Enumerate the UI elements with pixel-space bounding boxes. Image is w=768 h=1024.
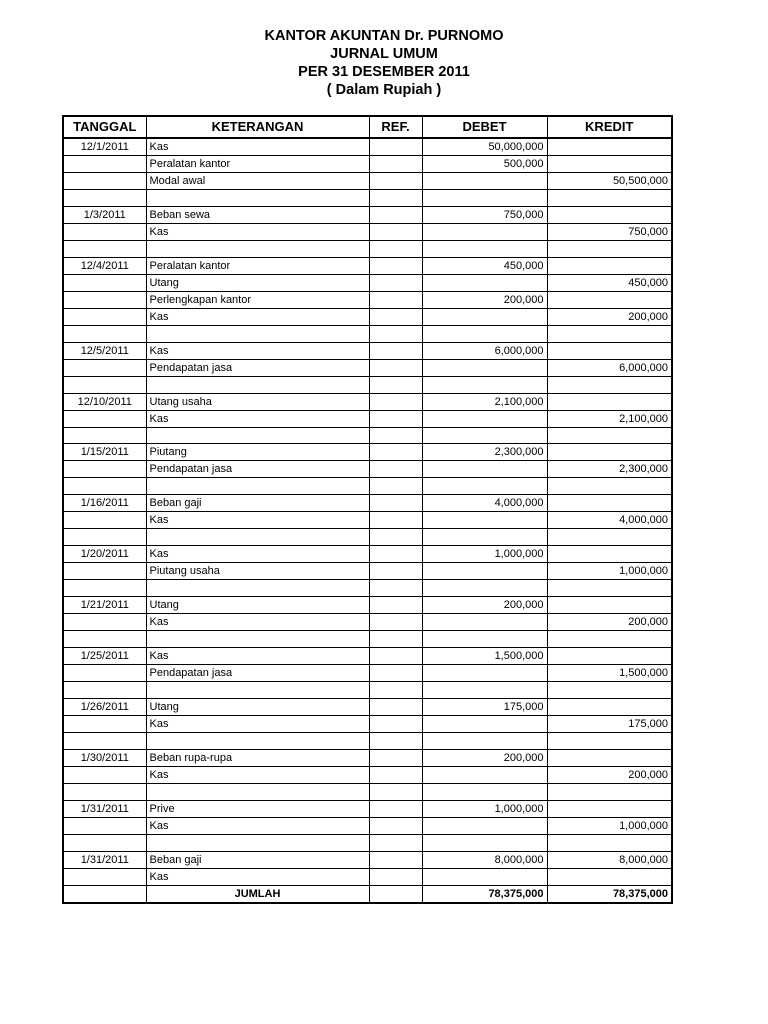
- column-header-keterangan: KETERANGAN: [146, 116, 369, 138]
- entry-credit: [547, 393, 672, 410]
- table-row: [63, 665, 672, 682]
- entry-credit: [547, 240, 672, 257]
- entry-date: [63, 817, 146, 834]
- entry-description: [146, 580, 369, 597]
- entry-description: Prive: [146, 800, 369, 817]
- entry-description: [146, 325, 369, 342]
- table-row: [63, 291, 672, 308]
- table-row: [63, 156, 672, 173]
- entry-date: [63, 682, 146, 699]
- entry-credit: 6,000,000: [547, 359, 672, 376]
- entry-debit: [422, 173, 547, 190]
- entry-debit: [422, 190, 547, 207]
- entry-credit: [547, 138, 672, 156]
- entry-description: Kas: [146, 308, 369, 325]
- entry-date: [63, 868, 146, 885]
- entry-debit: [422, 461, 547, 478]
- entry-ref: [369, 308, 422, 325]
- period-label: PER 31 DESEMBER 2011: [298, 64, 470, 80]
- entry-description: Kas: [146, 648, 369, 665]
- entry-date: [63, 665, 146, 682]
- entry-date: [63, 766, 146, 783]
- entry-credit: 450,000: [547, 274, 672, 291]
- entry-ref: [369, 597, 422, 614]
- entry-date: [63, 461, 146, 478]
- table-row: [63, 257, 672, 274]
- entry-credit: [547, 648, 672, 665]
- entry-credit: [547, 325, 672, 342]
- table-row: [63, 461, 672, 478]
- entry-date: 1/31/2011: [63, 851, 146, 868]
- entry-debit: 50,000,000: [422, 138, 547, 156]
- entry-description: [146, 682, 369, 699]
- entry-credit: 2,100,000: [547, 410, 672, 427]
- table-row: [63, 817, 672, 834]
- table-row: [63, 783, 672, 800]
- entry-ref: [369, 444, 422, 461]
- table-row: [63, 173, 672, 190]
- total-row: [63, 885, 672, 903]
- entry-ref: [369, 715, 422, 732]
- entry-date: 1/3/2011: [63, 206, 146, 223]
- entry-ref: [369, 698, 422, 715]
- entry-date: 1/16/2011: [63, 495, 146, 512]
- entry-ref: [369, 173, 422, 190]
- entry-ref: [369, 800, 422, 817]
- entry-credit: 750,000: [547, 223, 672, 240]
- entry-credit: 50,500,000: [547, 173, 672, 190]
- entry-ref: [369, 376, 422, 393]
- entry-description: Peralatan kantor: [146, 156, 369, 173]
- entry-credit: 1,000,000: [547, 817, 672, 834]
- table-row: [63, 715, 672, 732]
- entry-date: [63, 325, 146, 342]
- entry-debit: [422, 529, 547, 546]
- entry-ref: [369, 240, 422, 257]
- entry-ref: [369, 749, 422, 766]
- entry-description: Utang usaha: [146, 393, 369, 410]
- entry-credit: 1,000,000: [547, 563, 672, 580]
- entry-date: 1/30/2011: [63, 749, 146, 766]
- table-row: [63, 614, 672, 631]
- entry-credit: [547, 478, 672, 495]
- entry-date: [63, 308, 146, 325]
- entry-description: Kas: [146, 223, 369, 240]
- entry-description: Kas: [146, 546, 369, 563]
- entry-debit: [422, 834, 547, 851]
- entry-ref: [369, 868, 422, 885]
- table-row: [63, 512, 672, 529]
- entry-credit: [547, 698, 672, 715]
- entry-debit: 1,500,000: [422, 648, 547, 665]
- column-header-tanggal: TANGGAL: [63, 116, 146, 138]
- entry-credit: [547, 868, 672, 885]
- entry-debit: 1,000,000: [422, 800, 547, 817]
- table-row: [63, 834, 672, 851]
- entry-credit: [547, 444, 672, 461]
- table-row: [63, 274, 672, 291]
- entry-description: Piutang usaha: [146, 563, 369, 580]
- entry-debit: 500,000: [422, 156, 547, 173]
- entry-debit: 2,300,000: [422, 444, 547, 461]
- entry-date: [63, 631, 146, 648]
- entry-debit: [422, 478, 547, 495]
- entry-date: 12/10/2011: [63, 393, 146, 410]
- table-row: [63, 800, 672, 817]
- entry-ref: [369, 783, 422, 800]
- table-row: [63, 682, 672, 699]
- entry-credit: 200,000: [547, 308, 672, 325]
- entry-debit: [422, 614, 547, 631]
- table-row: [63, 546, 672, 563]
- entry-ref: [369, 732, 422, 749]
- entry-credit: [547, 749, 672, 766]
- entry-date: [63, 614, 146, 631]
- entry-credit: [547, 732, 672, 749]
- entry-description: [146, 240, 369, 257]
- entry-credit: [547, 546, 672, 563]
- entry-ref: [369, 614, 422, 631]
- entry-credit: [547, 257, 672, 274]
- entry-credit: [547, 206, 672, 223]
- entry-debit: [422, 410, 547, 427]
- entry-date: 12/4/2011: [63, 257, 146, 274]
- entry-debit: [422, 274, 547, 291]
- entry-date: [63, 529, 146, 546]
- journal-body: [63, 138, 672, 885]
- journal-table: [62, 115, 673, 904]
- entry-credit: [547, 529, 672, 546]
- table-row: [63, 138, 672, 156]
- table-row: [63, 325, 672, 342]
- entry-credit: [547, 427, 672, 444]
- entry-description: Perlengkapan kantor: [146, 291, 369, 308]
- entry-date: 1/21/2011: [63, 597, 146, 614]
- entry-date: [63, 563, 146, 580]
- entry-ref: [369, 342, 422, 359]
- entry-ref: [369, 190, 422, 207]
- entry-ref: [369, 410, 422, 427]
- entry-credit: [547, 682, 672, 699]
- table-row: [63, 342, 672, 359]
- entry-description: Kas: [146, 715, 369, 732]
- table-row: [63, 393, 672, 410]
- entry-ref: [369, 665, 422, 682]
- entry-date: [63, 427, 146, 444]
- entry-date: [63, 240, 146, 257]
- entry-credit: 1,500,000: [547, 665, 672, 682]
- table-row: [63, 376, 672, 393]
- entry-description: Modal awal: [146, 173, 369, 190]
- table-row: [63, 190, 672, 207]
- entry-description: Utang: [146, 274, 369, 291]
- table-row: [63, 580, 672, 597]
- entry-description: [146, 783, 369, 800]
- entry-ref: [369, 563, 422, 580]
- entry-credit: [547, 495, 672, 512]
- entry-ref: [369, 648, 422, 665]
- entry-credit: 175,000: [547, 715, 672, 732]
- entry-debit: [422, 427, 547, 444]
- entry-description: [146, 834, 369, 851]
- entry-debit: [422, 563, 547, 580]
- entry-ref: [369, 156, 422, 173]
- entry-debit: [422, 868, 547, 885]
- column-header-debet: DEBET: [422, 116, 547, 138]
- entry-date: [63, 783, 146, 800]
- entry-ref: [369, 580, 422, 597]
- table-row: [63, 444, 672, 461]
- entry-description: [146, 427, 369, 444]
- entry-ref: [369, 529, 422, 546]
- entry-ref: [369, 206, 422, 223]
- entry-credit: [547, 800, 672, 817]
- entry-date: [63, 173, 146, 190]
- entry-debit: [422, 715, 547, 732]
- entry-debit: [422, 325, 547, 342]
- entry-date: [63, 274, 146, 291]
- entry-date: [63, 512, 146, 529]
- entry-date: [63, 190, 146, 207]
- entry-ref: [369, 291, 422, 308]
- entry-credit: 2,300,000: [547, 461, 672, 478]
- column-header-ref: REF.: [369, 116, 422, 138]
- entry-ref: [369, 138, 422, 156]
- entry-description: Pendapatan jasa: [146, 665, 369, 682]
- entry-description: Kas: [146, 512, 369, 529]
- entry-ref: [369, 393, 422, 410]
- entry-debit: 175,000: [422, 698, 547, 715]
- table-row: [63, 851, 672, 868]
- entry-description: Piutang: [146, 444, 369, 461]
- entry-debit: [422, 223, 547, 240]
- entry-debit: 450,000: [422, 257, 547, 274]
- entry-ref: [369, 427, 422, 444]
- entry-date: 1/31/2011: [63, 800, 146, 817]
- entry-credit: [547, 156, 672, 173]
- entry-credit: 8,000,000: [547, 851, 672, 868]
- entry-date: [63, 834, 146, 851]
- table-row: [63, 478, 672, 495]
- entry-description: Kas: [146, 410, 369, 427]
- entry-ref: [369, 817, 422, 834]
- entry-ref: [369, 631, 422, 648]
- entry-date: 1/20/2011: [63, 546, 146, 563]
- entry-debit: 1,000,000: [422, 546, 547, 563]
- entry-credit: [547, 342, 672, 359]
- entry-debit: 4,000,000: [422, 495, 547, 512]
- table-row: [63, 631, 672, 648]
- table-row: [63, 868, 672, 885]
- entry-credit: 200,000: [547, 766, 672, 783]
- entry-ref: [369, 478, 422, 495]
- entry-credit: [547, 376, 672, 393]
- total-date-cell: [63, 885, 146, 903]
- entry-debit: [422, 732, 547, 749]
- company-name: KANTOR AKUNTAN Dr. PURNOMO: [264, 28, 504, 44]
- entry-description: [146, 529, 369, 546]
- entry-description: Beban gaji: [146, 495, 369, 512]
- entry-credit: [547, 834, 672, 851]
- entry-description: Kas: [146, 138, 369, 156]
- entry-description: Pendapatan jasa: [146, 359, 369, 376]
- entry-date: 1/26/2011: [63, 698, 146, 715]
- table-row: [63, 766, 672, 783]
- entry-credit: [547, 597, 672, 614]
- entry-ref: [369, 834, 422, 851]
- total-ref-cell: [369, 885, 422, 903]
- entry-debit: [422, 240, 547, 257]
- entry-ref: [369, 495, 422, 512]
- entry-debit: 200,000: [422, 597, 547, 614]
- table-header-row: [63, 116, 672, 138]
- table-row: [63, 223, 672, 240]
- entry-debit: 2,100,000: [422, 393, 547, 410]
- entry-description: Utang: [146, 698, 369, 715]
- entry-description: [146, 190, 369, 207]
- entry-credit: [547, 291, 672, 308]
- entry-debit: [422, 631, 547, 648]
- entry-date: 1/15/2011: [63, 444, 146, 461]
- entry-debit: [422, 817, 547, 834]
- table-row: [63, 563, 672, 580]
- total-credit: 78,375,000: [547, 885, 672, 903]
- entry-debit: [422, 682, 547, 699]
- entry-description: Kas: [146, 868, 369, 885]
- table-row: [63, 240, 672, 257]
- entry-description: Peralatan kantor: [146, 257, 369, 274]
- entry-description: Beban gaji: [146, 851, 369, 868]
- entry-ref: [369, 359, 422, 376]
- document-header: [0, 27, 768, 99]
- entry-date: [63, 478, 146, 495]
- entry-date: 12/1/2011: [63, 138, 146, 156]
- entry-debit: [422, 783, 547, 800]
- entry-ref: [369, 851, 422, 868]
- entry-date: [63, 715, 146, 732]
- table-row: [63, 732, 672, 749]
- entry-debit: 200,000: [422, 749, 547, 766]
- table-row: [63, 495, 672, 512]
- table-row: [63, 529, 672, 546]
- entry-credit: [547, 631, 672, 648]
- entry-debit: [422, 766, 547, 783]
- entry-description: Kas: [146, 766, 369, 783]
- entry-date: [63, 291, 146, 308]
- table-row: [63, 410, 672, 427]
- entry-date: [63, 223, 146, 240]
- entry-description: Kas: [146, 342, 369, 359]
- entry-ref: [369, 766, 422, 783]
- entry-ref: [369, 223, 422, 240]
- entry-description: [146, 478, 369, 495]
- entry-description: [146, 376, 369, 393]
- entry-description: [146, 732, 369, 749]
- entry-description: Pendapatan jasa: [146, 461, 369, 478]
- entry-ref: [369, 512, 422, 529]
- entry-debit: 200,000: [422, 291, 547, 308]
- entry-date: [63, 732, 146, 749]
- entry-debit: [422, 512, 547, 529]
- entry-ref: [369, 682, 422, 699]
- entry-ref: [369, 325, 422, 342]
- entry-date: 1/25/2011: [63, 648, 146, 665]
- entry-credit: [547, 580, 672, 597]
- entry-date: [63, 410, 146, 427]
- table-row: [63, 749, 672, 766]
- table-row: [63, 308, 672, 325]
- currency-note: ( Dalam Rupiah ): [326, 82, 442, 98]
- table-row: [63, 427, 672, 444]
- total-label: JUMLAH: [146, 885, 369, 903]
- entry-debit: 8,000,000: [422, 851, 547, 868]
- entry-date: [63, 376, 146, 393]
- entry-description: [146, 631, 369, 648]
- entry-description: Utang: [146, 597, 369, 614]
- entry-description: Beban sewa: [146, 206, 369, 223]
- entry-debit: [422, 359, 547, 376]
- entry-debit: 750,000: [422, 206, 547, 223]
- entry-ref: [369, 274, 422, 291]
- entry-description: Beban rupa-rupa: [146, 749, 369, 766]
- entry-debit: 6,000,000: [422, 342, 547, 359]
- entry-debit: [422, 308, 547, 325]
- document-title: JURNAL UMUM: [330, 46, 438, 62]
- entry-debit: [422, 376, 547, 393]
- entry-credit: [547, 783, 672, 800]
- table-row: [63, 359, 672, 376]
- table-row: [63, 648, 672, 665]
- entry-ref: [369, 257, 422, 274]
- entry-ref: [369, 461, 422, 478]
- entry-credit: 200,000: [547, 614, 672, 631]
- entry-ref: [369, 546, 422, 563]
- entry-date: [63, 156, 146, 173]
- entry-date: [63, 359, 146, 376]
- entry-credit: 4,000,000: [547, 512, 672, 529]
- entry-description: Kas: [146, 614, 369, 631]
- entry-credit: [547, 190, 672, 207]
- entry-date: [63, 580, 146, 597]
- total-debit: 78,375,000: [422, 885, 547, 903]
- entry-debit: [422, 580, 547, 597]
- entry-description: Kas: [146, 817, 369, 834]
- table-row: [63, 597, 672, 614]
- table-row: [63, 698, 672, 715]
- entry-debit: [422, 665, 547, 682]
- column-header-kredit: KREDIT: [547, 116, 672, 138]
- entry-date: 12/5/2011: [63, 342, 146, 359]
- table-row: [63, 206, 672, 223]
